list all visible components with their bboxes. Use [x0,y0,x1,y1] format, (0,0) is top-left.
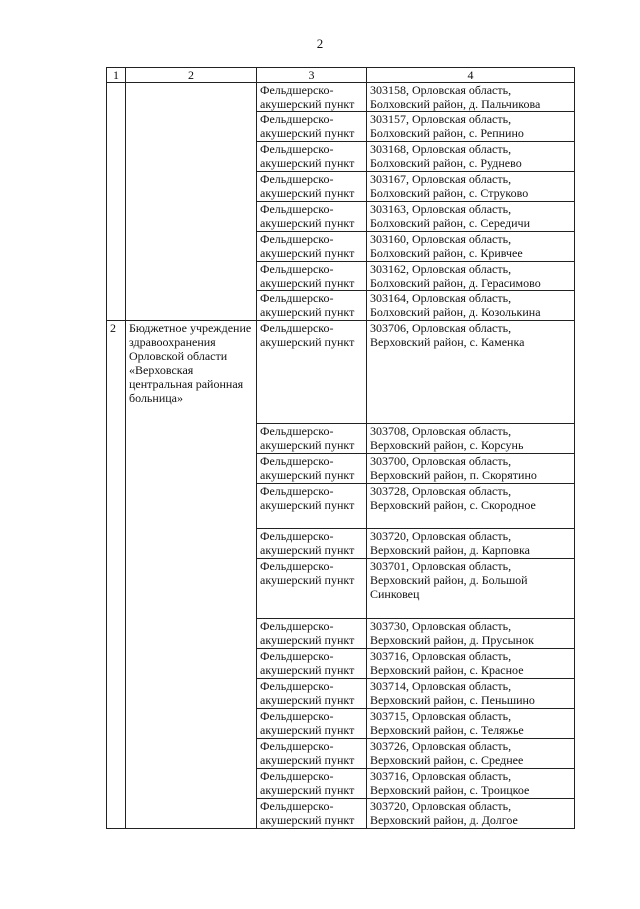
table-body [107,83,575,829]
address-cell: 303163, Орловская область, Болховский район, с. Середичи [367,202,575,232]
table-row [107,321,575,424]
address-cell: 303701, Орловская область, Верховский район, д. Большой Синковец [367,559,575,619]
address-cell: 303720, Орловская область, Верховский район, д. Долгое [367,799,575,829]
facility-type-cell: Фельдшерско-акушерский пункт [257,619,367,649]
address-cell: 303167, Орловская область, Болховский район, с. Струково [367,172,575,202]
facility-type-cell: Фельдшерско-акушерский пункт [257,424,367,454]
facilities-table [106,67,575,829]
organization-cell: Бюджетное учреждение здравоохранения Орловской области «Верховская центральная районная больница» [126,321,257,829]
column-header: 2 [126,68,257,83]
facility-type-cell: Фельдшерско-акушерский пункт [257,321,367,424]
facility-type-cell: Фельдшерско-акушерский пункт [257,172,367,202]
facility-type-cell: Фельдшерско-акушерский пункт [257,83,367,112]
facility-type-cell: Фельдшерско-акушерский пункт [257,559,367,619]
facility-type-cell: Фельдшерско-акушерский пункт [257,112,367,142]
facility-type-cell: Фельдшерско-акушерский пункт [257,454,367,484]
address-cell: 303726, Орловская область, Верховский район, с. Среднее [367,739,575,769]
facility-type-cell: Фельдшерско-акушерский пункт [257,649,367,679]
address-cell: 303708, Орловская область, Верховский район, с. Корсунь [367,424,575,454]
facility-type-cell: Фельдшерско-акушерский пункт [257,484,367,529]
address-cell: 303720, Орловская область, Верховский район, д. Карповка [367,529,575,559]
column-header: 4 [367,68,575,83]
facility-type-cell: Фельдшерско-акушерский пункт [257,709,367,739]
column-header: 1 [107,68,126,83]
address-cell: 303716, Орловская область, Верховский район, с. Красное [367,649,575,679]
facility-type-cell: Фельдшерско-акушерский пункт [257,739,367,769]
group-number-cell: 2 [107,321,126,829]
address-cell: 303164, Орловская область, Болховский район, д. Козолькина [367,291,575,321]
facility-type-cell: Фельдшерско-акушерский пункт [257,799,367,829]
facility-type-cell: Фельдшерско-акушерский пункт [257,142,367,172]
address-cell: 303162, Орловская область, Болховский район, д. Герасимово [367,262,575,291]
facility-type-cell: Фельдшерско-акушерский пункт [257,262,367,291]
column-header: 3 [257,68,367,83]
facility-type-cell: Фельдшерско-акушерский пункт [257,529,367,559]
address-cell: 303728, Орловская область, Верховский район, с. Скородное [367,484,575,529]
facility-type-cell: Фельдшерско-акушерский пункт [257,291,367,321]
organization-cell [126,83,257,321]
address-cell: 303168, Орловская область, Болховский район, с. Руднево [367,142,575,172]
facility-type-cell: Фельдшерско-акушерский пункт [257,769,367,799]
facility-type-cell: Фельдшерско-акушерский пункт [257,202,367,232]
table-row [107,83,575,112]
table-header-row [107,68,575,83]
facility-type-cell: Фельдшерско-акушерский пункт [257,232,367,262]
facility-type-cell: Фельдшерско-акушерский пункт [257,679,367,709]
address-cell: 303716, Орловская область, Верховский район, с. Троицкое [367,769,575,799]
address-cell: 303715, Орловская область, Верховский район, с. Теляжье [367,709,575,739]
address-cell: 303160, Орловская область, Болховский район, с. Кривчее [367,232,575,262]
address-cell: 303706, Орловская область, Верховский район, с. Каменка [367,321,575,424]
address-cell: 303157, Орловская область, Болховский район, с. Репнино [367,112,575,142]
page-number: 2 [316,36,324,51]
address-cell: 303158, Орловская область, Болховский район, д. Пальчикова [367,83,575,112]
address-cell: 303700, Орловская область, Верховский район, п. Скорятино [367,454,575,484]
address-cell: 303730, Орловская область, Верховский район, д. Прусынок [367,619,575,649]
group-number-cell [107,83,126,321]
address-cell: 303714, Орловская область, Верховский район, с. Пеньшино [367,679,575,709]
